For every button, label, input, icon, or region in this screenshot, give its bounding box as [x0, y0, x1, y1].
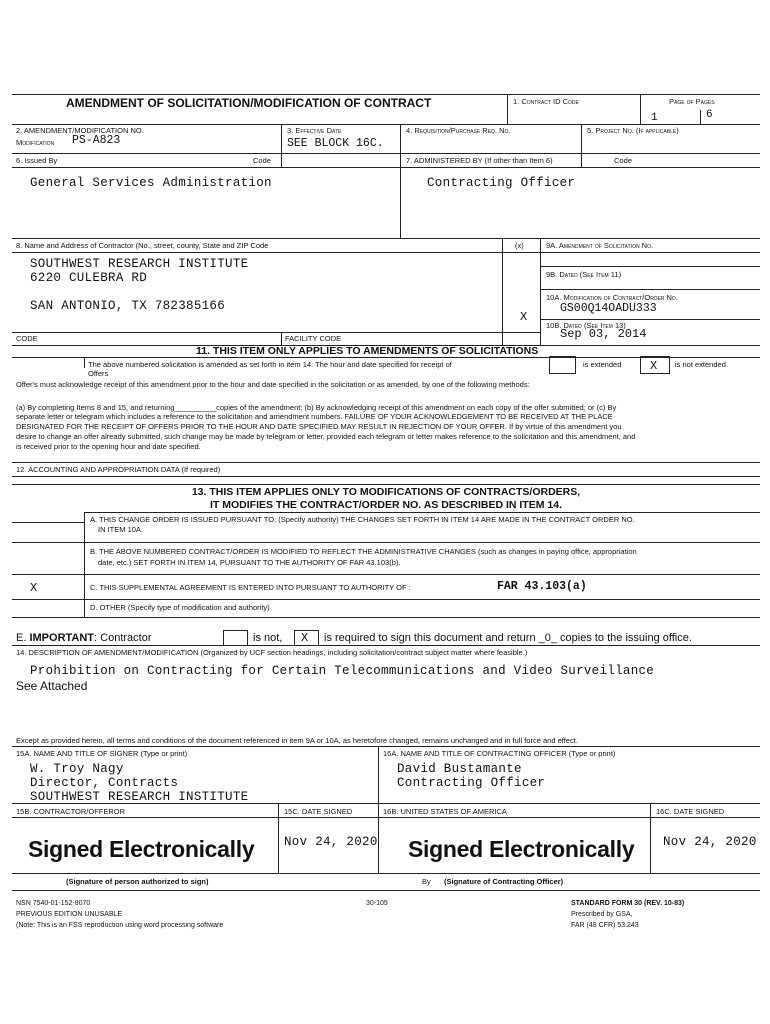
item10a-value: GS00Q14OADU333	[560, 302, 657, 315]
item14-label: 14. DESCRIPTION OF AMENDMENT/MODIFICATION (Organized by UCF section headings, including solicitation/contract subject matter where feasible.)	[16, 648, 528, 657]
item13a-line2: IN ITEM 10A.	[98, 525, 144, 534]
contractor-signature-caption: (Signature of person authorized to sign)	[66, 877, 209, 886]
item11-para-4: desire to change an offer already submitted, such change may be made by telegram or letter, provided each telegram or letter makes reference to the solicitation and this amendment, and	[16, 432, 636, 441]
item10a-label: 10A. Modification of Contract/Order No.	[546, 293, 678, 302]
signer-org: SOUTHWEST RESEARCH INSTITUTE	[30, 790, 249, 804]
x-column-label: (x)	[515, 241, 524, 250]
fss-note: (Note: This is an FSS reproduction using word processing software	[16, 922, 224, 929]
important-line	[16, 632, 152, 644]
item11-line1: The above numbered solicitation is amended as set forth in item 14. The hour and date specified for receipt of	[88, 360, 452, 369]
item10a-mark[interactable]: X	[520, 310, 528, 324]
is-required-text: is required to sign this document and return _0_ copies to the issuing office.	[324, 632, 692, 644]
item9b-label: 9B. Dated (See Item 11)	[546, 270, 622, 279]
item12-label: 12. ACCOUNTING AND APPROPRIATION DATA (If required)	[16, 465, 221, 474]
officer-by: By	[422, 877, 431, 886]
far-reference: FAR (48 CFR) 53.243	[571, 922, 639, 929]
label-15a: 15A. NAME AND TITLE OF SIGNER (Type or print)	[16, 749, 188, 758]
administered-code-label: Code	[614, 156, 632, 165]
label-15b: 15B. CONTRACTOR/OFFEROR	[16, 807, 126, 816]
item14-description: Prohibition on Contracting for Certain Telecommunications and Video Surveillance	[30, 664, 655, 678]
item11-para-2: separate letter or telegram which includes a reference to the solicitation and amendment numbers. FAILURE OF YOUR ACKNOWLEDGEMENT TO BE RECEIVED AT THE PLACE	[16, 412, 613, 421]
officer-title: Contracting Officer	[397, 776, 546, 790]
extended-checkbox[interactable]	[549, 356, 576, 374]
contract-id-label: 1. Contract ID Code	[513, 97, 579, 106]
page-total: 6	[706, 109, 713, 121]
item9a-label: 9A. Amendment of Solicitation No.	[546, 241, 654, 250]
offers-acknowledge: Offer's must acknowledge receipt of this amendment prior to the hour and date specified in the solicitation or as amended, by one of the following methods:	[16, 380, 530, 389]
modification-number: PS-A823	[72, 134, 121, 147]
is-required-mark: X	[301, 631, 309, 645]
signer-name: W. Troy Nagy	[30, 762, 124, 776]
contractor-label: 8. Name and Address of Contractor (No., street, county, State and ZIP Code	[16, 241, 269, 250]
project-label: 5. Project No. (If applicable)	[587, 126, 679, 135]
item13b-line1: B. THE ABOVE NUMBERED CONTRACT/ORDER IS MODIFIED TO REFLECT THE ADMINISTRATIVE CHANGES (such as changes in paying office, appropriation	[90, 547, 637, 556]
amendment-no-label: 2. AMENDMENT/MODIFICATION NO.	[16, 126, 144, 135]
item10b-label: 10B. Dated (See Item 13)	[546, 321, 626, 330]
terms-unchanged-note: Except as provided herein, all terms and conditions of the document referenced in item 9A or 10A, as heretofore changed, remains unchanged and in full force and effect.	[16, 736, 578, 745]
page-of-pages-label: Page of Pages	[669, 97, 715, 106]
standard-form: STANDARD FORM 30 (REV. 10-83)	[571, 900, 685, 907]
contractor-name: SOUTHWEST RESEARCH INSTITUTE	[30, 257, 249, 271]
item10b-value: Sep 03, 2014	[560, 327, 647, 341]
form-center-code: 30-105	[366, 900, 388, 907]
effective-date-label: 3. Effective Date	[287, 126, 342, 135]
item13b-line2: date, etc.) SET FORTH IN ITEM 14, PURSUANT TO THE AUTHORITY OF FAR 43.103(b).	[98, 558, 401, 567]
item11-offers: Offers	[88, 369, 109, 378]
issued-by-label: 6. Issued By	[16, 156, 58, 165]
contractor-code-label: CODE	[16, 334, 38, 343]
label-16a: 16A. NAME AND TITLE OF CONTRACTING OFFICER (Type or print)	[383, 749, 616, 758]
contractor-signature: Signed Electronically	[28, 836, 255, 862]
item13d-line: D. OTHER (Specify type of modification and authority)	[90, 603, 270, 612]
facility-code-label: FACILITY CODE	[285, 334, 342, 343]
officer-name: David Bustamante	[397, 762, 522, 776]
item13-heading-2: IT MODIFIES THE CONTRACT/ORDER NO. AS DESCRIBED IN ITEM 14.	[210, 499, 562, 511]
effective-date-value: SEE BLOCK 16C.	[287, 137, 384, 150]
requisition-label: 4. Requisition/Purchase Req. No.	[406, 126, 511, 135]
label-16c: 16C. DATE SIGNED	[656, 807, 725, 816]
is-extended-label: is extended	[583, 360, 622, 369]
officer-signature-caption: (Signature of Contracting Officer)	[444, 877, 564, 886]
label-16b: 16B. UNITED STATES OF AMERICA	[383, 807, 507, 816]
not-extended-mark: X	[650, 359, 658, 373]
label-15c: 15C. DATE SIGNED	[284, 807, 353, 816]
modification-label: Modification	[16, 138, 55, 147]
contractor-street: 6220 CULEBRA RD	[30, 271, 148, 285]
prescribed-by: Prescribed by GSA,	[571, 911, 633, 918]
important-contractor: : Contractor	[94, 632, 152, 644]
administered-by-label: 7. ADMINISTERED BY (If other than Item 6)	[406, 156, 553, 165]
issued-by-code-label: Code	[253, 156, 271, 165]
signer-title: Director, Contracts	[30, 776, 179, 790]
officer-date-signed: Nov 24, 2020	[663, 835, 757, 849]
nsn-number: NSN 7540-01-152-8070	[16, 900, 91, 907]
item13a-line1: A. THIS CHANGE ORDER IS ISSUED PURSUANT TO: (Specify authority) THE CHANGES SET FORTH IN ITEM 14 ARE MADE IN THE CONTRACT ORDER NO.	[90, 515, 635, 524]
item11-para-1: (a) By completing Items 8 and 15, and returning__________copies of the amendment; (b) By acknowledging receipt of this amendment on each copy of the offer submitted; or (c) By	[16, 403, 617, 412]
administered-by-value: Contracting Officer	[427, 176, 576, 190]
item11-heading: 11. THIS ITEM ONLY APPLIES TO AMENDMENTS OF SOLICITATIONS	[196, 345, 539, 357]
page-number: 1	[651, 112, 658, 124]
contractor-date-signed: Nov 24, 2020	[284, 835, 378, 849]
see-attached: See Attached	[16, 679, 88, 693]
is-not-label: is not,	[253, 632, 283, 644]
item13c-line: C. THIS SUPPLEMENTAL AGREEMENT IS ENTERED INTO PURSUANT TO AUTHORITY OF :	[90, 583, 411, 592]
officer-signature: Signed Electronically	[408, 836, 635, 862]
item13-heading-1: 13. THIS ITEM APPLIES ONLY TO MODIFICATIONS OF CONTRACTS/ORDERS,	[191, 486, 581, 498]
form-title: AMENDMENT OF SOLICITATION/MODIFICATION OF CONTRACT	[66, 96, 432, 110]
important-bold: IMPORTANT	[29, 632, 95, 644]
item11-para-5: is received prior to the opening hour and date specified.	[16, 442, 201, 451]
important-prefix: E.	[16, 632, 30, 644]
item11-para-3: DESIGNATED FOR THE RECEIPT OF OFFERS PRIOR TO THE HOUR AND DATE SPECIFIED MAY RESULT IN REJECTION OF YOUR OFFER. If by virtue of this amendment you	[16, 422, 622, 431]
previous-edition: PREVIOUS EDITION UNUSABLE	[16, 911, 123, 918]
item13c-mark[interactable]: X	[30, 581, 38, 595]
item13c-authority: FAR 43.103(a)	[497, 580, 587, 593]
contractor-city: SAN ANTONIO, TX 782385166	[30, 299, 226, 313]
issued-by-value: General Services Administration	[30, 176, 272, 190]
is-not-checkbox[interactable]	[223, 630, 248, 646]
not-extended-label: is not extended.	[675, 360, 728, 369]
